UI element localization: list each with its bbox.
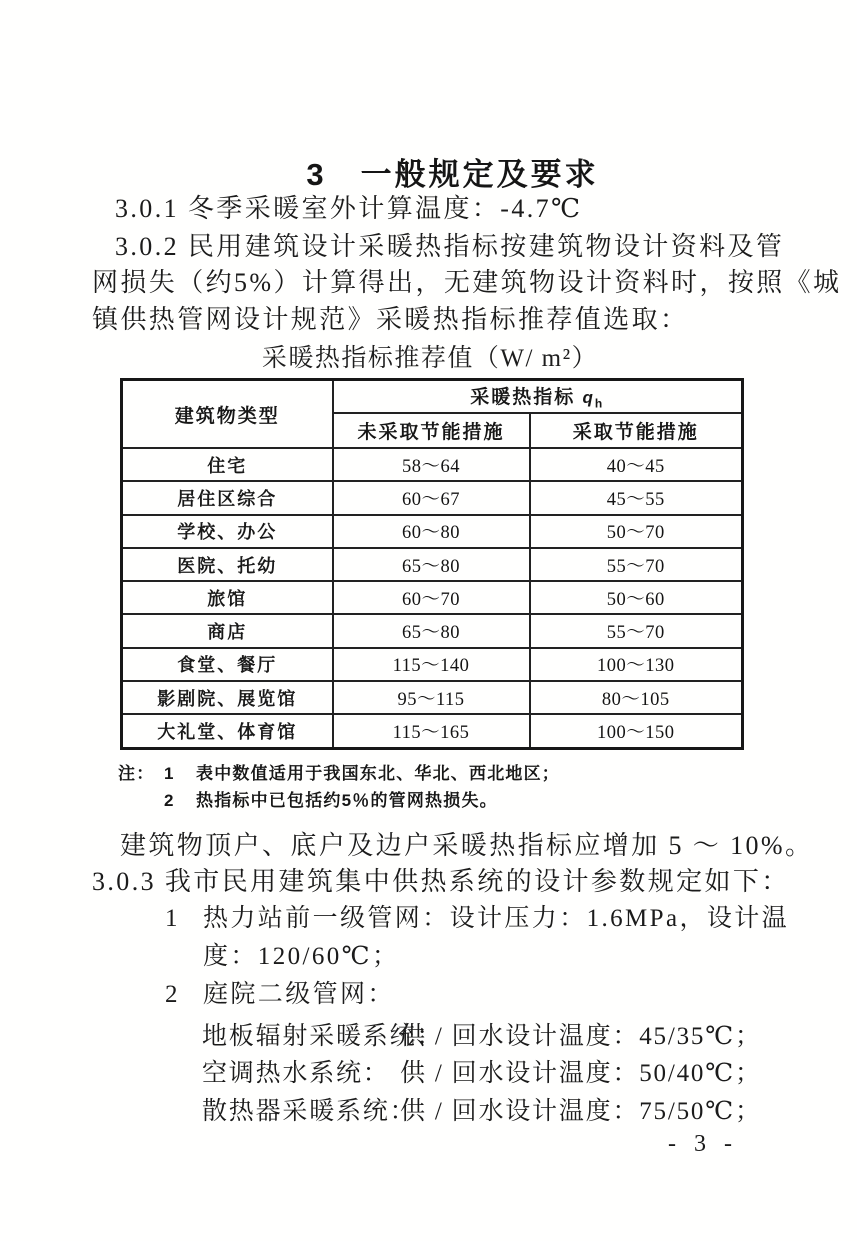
building-type-cell: 食堂、餐厅 xyxy=(122,648,333,681)
measure-cell: 100～130 xyxy=(530,648,743,681)
measure-cell: 50～70 xyxy=(530,515,743,548)
clause-3-0-2-line-3: 镇供热管网设计规范》采暖热指标推荐值选取： xyxy=(92,305,689,334)
heat-index-group-label: 采暖热指标 xyxy=(470,387,576,409)
system-name: 地板辐射采暖系统： xyxy=(202,1023,444,1050)
building-type-cell: 商店 xyxy=(122,614,333,647)
table-row xyxy=(122,681,743,714)
building-type-cell: 大礼堂、体育馆 xyxy=(122,714,333,748)
system-value: 供 / 回水设计温度：50/40℃； xyxy=(400,1060,762,1087)
table-row xyxy=(122,581,743,614)
col-header-building-type: 建筑物类型 xyxy=(122,380,333,449)
table-row xyxy=(122,515,743,548)
no-measure-cell: 115～165 xyxy=(333,714,530,748)
measure-cell: 40～45 xyxy=(530,448,743,481)
table-row xyxy=(122,614,743,647)
clause-3-0-2-line-2: 网损失（约5%）计算得出，无建筑物设计资料时，按照《城 xyxy=(92,268,842,297)
list-item-2-label: 庭院二级管网： xyxy=(203,981,395,1008)
measure-cell: 55～70 xyxy=(530,614,743,647)
building-type-cell: 学校、办公 xyxy=(122,515,333,548)
system-row-floor-heating xyxy=(202,1016,762,1052)
table-row xyxy=(122,448,743,481)
col-header-no-measure: 未采取节能措施 xyxy=(333,413,530,448)
heat-index-table xyxy=(120,378,744,750)
building-type-cell: 居住区综合 xyxy=(122,481,333,514)
measure-cell: 45～55 xyxy=(530,481,743,514)
list-item-1-line-1: 热力站前一级管网：设计压力：1.6MPa，设计温 xyxy=(203,905,790,932)
building-type-cell: 住宅 xyxy=(122,448,333,481)
table-row xyxy=(122,648,743,681)
measure-cell: 55～70 xyxy=(530,548,743,581)
no-measure-cell: 60～70 xyxy=(333,581,530,614)
note-label: 注： xyxy=(118,764,155,783)
system-row-radiator xyxy=(202,1091,762,1127)
system-value: 供 / 回水设计温度：75/50℃； xyxy=(400,1098,762,1125)
note-number: 1 xyxy=(164,764,175,783)
table-header-row-group xyxy=(122,380,743,414)
note-text: 热指标中已包括约5％的管网热损失。 xyxy=(196,791,498,810)
col-header-measure: 采取节能措施 xyxy=(530,413,743,448)
building-type-cell: 影剧院、展览馆 xyxy=(122,681,333,714)
system-value: 供 / 回水设计温度：45/35℃； xyxy=(400,1023,762,1050)
measure-cell: 80～105 xyxy=(530,681,743,714)
list-item-1-number: 1 xyxy=(165,905,178,932)
col-header-heat-index-group xyxy=(333,380,743,414)
no-measure-cell: 60～67 xyxy=(333,481,530,514)
no-measure-cell: 65～80 xyxy=(333,548,530,581)
list-item-1-line-2: 度：120/60℃； xyxy=(203,943,400,970)
table-note-2 xyxy=(118,786,498,811)
clause-increase-note: 建筑物顶户、底户及边户采暖热指标应增加 5 ～ 10%。 xyxy=(120,831,814,860)
table-row xyxy=(122,481,743,514)
table-title: 采暖热指标推荐值（W/ m²） xyxy=(261,345,599,372)
heat-index-symbol: $q_h$ xyxy=(582,388,605,411)
table-row xyxy=(122,548,743,581)
list-item-2-number: 2 xyxy=(165,981,178,1008)
system-name: 散热器采暖系统： xyxy=(202,1098,417,1125)
no-measure-cell: 65～80 xyxy=(333,614,530,647)
clause-3-0-3: 3.0.3 我市民用建筑集中供热系统的设计参数规定如下： xyxy=(92,867,790,896)
page-number: - 3 - xyxy=(668,1131,738,1157)
table-note-1 xyxy=(118,759,560,784)
no-measure-cell: 60～80 xyxy=(333,515,530,548)
note-text: 表中数值适用于我国东北、华北、西北地区； xyxy=(196,764,560,783)
no-measure-cell: 58～64 xyxy=(333,448,530,481)
building-type-cell: 旅馆 xyxy=(122,581,333,614)
table-row xyxy=(122,714,743,748)
measure-cell: 100～150 xyxy=(530,714,743,748)
system-row-ac-hot-water xyxy=(202,1053,762,1089)
clause-3-0-1: 3.0.1 冬季采暖室外计算温度：-4.7℃ xyxy=(115,194,583,223)
no-measure-cell: 115～140 xyxy=(333,648,530,681)
building-type-cell: 医院、托幼 xyxy=(122,548,333,581)
clause-3-0-2-line-1: 3.0.2 民用建筑设计采暖热指标按建筑物设计资料及管 xyxy=(115,232,785,261)
note-number: 2 xyxy=(164,791,175,810)
system-name: 空调热水系统： xyxy=(202,1060,390,1087)
section-heading: 3 一般规定及要求 xyxy=(306,157,599,192)
measure-cell: 50～60 xyxy=(530,581,743,614)
no-measure-cell: 95～115 xyxy=(333,681,530,714)
